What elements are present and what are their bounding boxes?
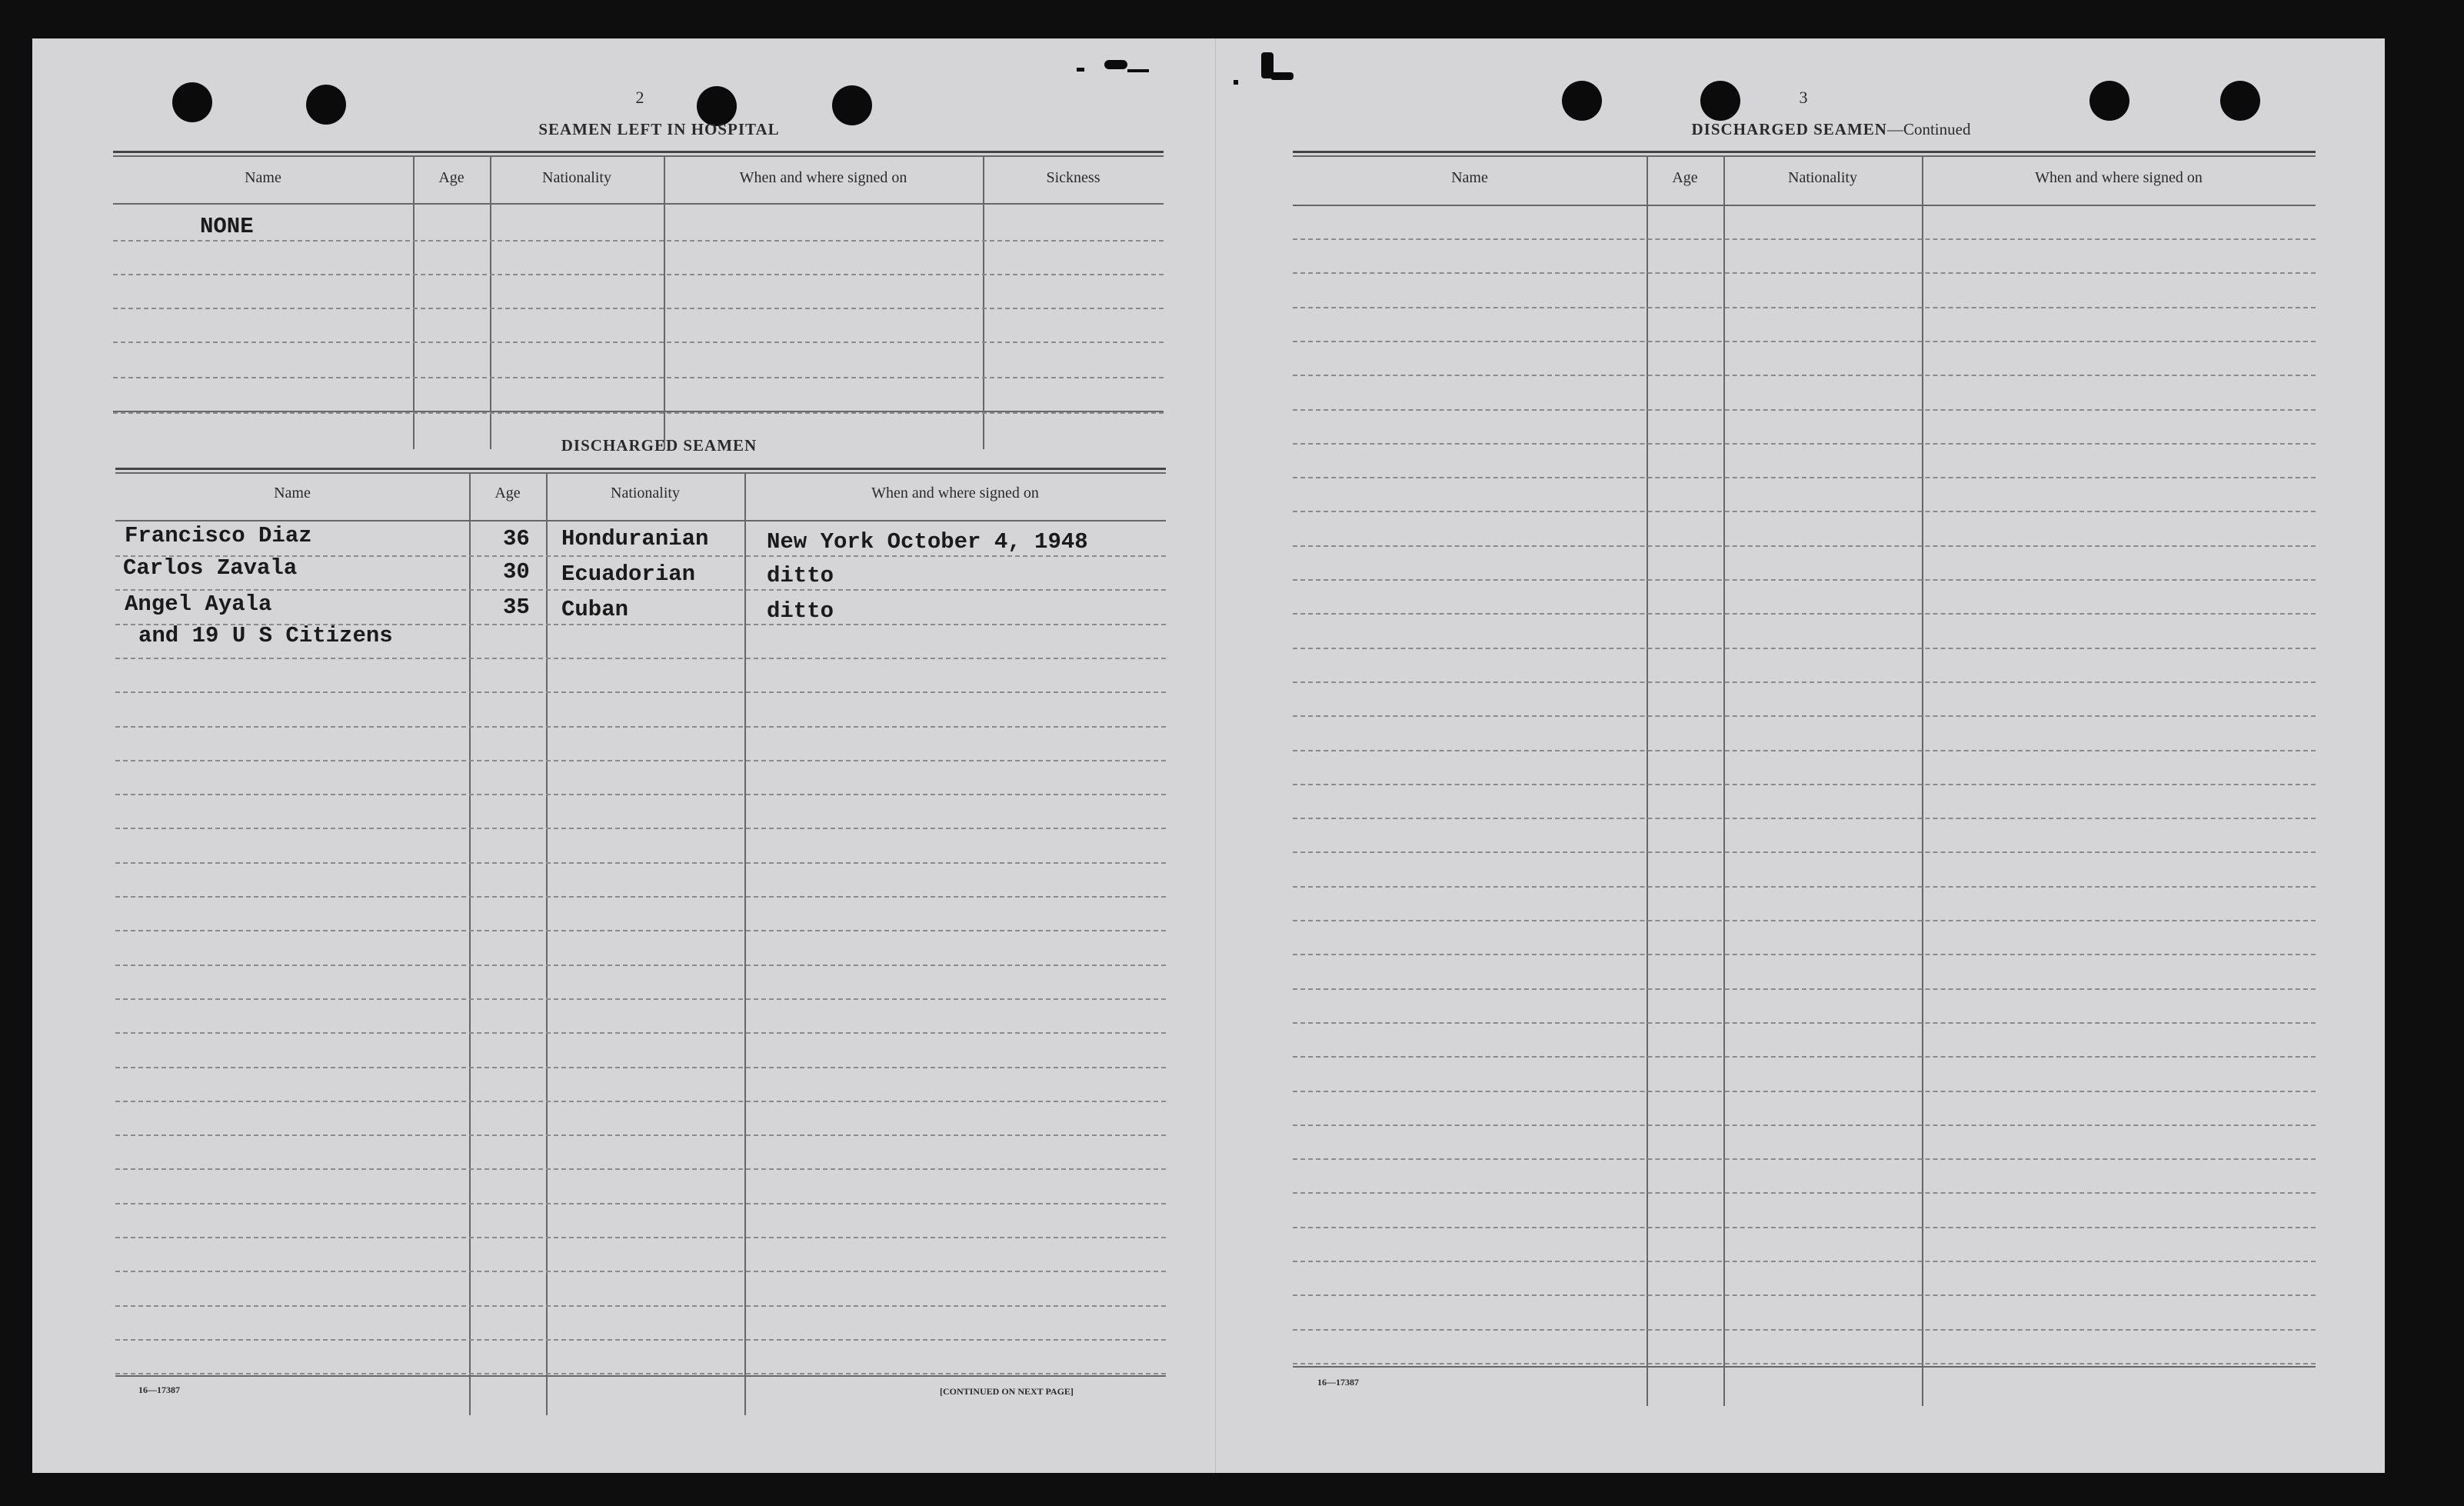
row-line [115, 1373, 1166, 1374]
row-line [115, 1271, 1166, 1272]
row-line [1293, 1022, 2316, 1024]
page-number: 2 [635, 88, 644, 107]
col-header-nationality: Nationality [611, 485, 680, 501]
column-divider [490, 155, 491, 449]
table-bottom-rule [1293, 1366, 2316, 1368]
row-line [1293, 1158, 2316, 1160]
row-line [115, 1032, 1166, 1034]
row-line [115, 726, 1166, 728]
seaman-age: 30 [503, 559, 530, 585]
hospital-section-title: SEAMEN LEFT IN HOSPITAL [538, 120, 780, 138]
row-line [1293, 409, 2316, 411]
seaman-age: 36 [503, 526, 530, 551]
ink-smudge [1077, 68, 1084, 72]
row-line [115, 794, 1166, 795]
seaman-nationality: Honduranian [561, 526, 709, 551]
row-line [1293, 681, 2316, 683]
col-header-age: Age [494, 485, 521, 501]
column-divider [744, 472, 746, 1415]
ink-smudge [1270, 72, 1294, 80]
table-top-rule [1293, 155, 2316, 157]
column-divider [1922, 155, 1923, 1406]
column-divider [1723, 155, 1725, 1406]
row-line [115, 691, 1166, 693]
table-bottom-rule [113, 411, 1164, 412]
ink-smudge [1234, 80, 1238, 85]
col-header-name: Name [245, 169, 281, 186]
row-line [1293, 579, 2316, 581]
row-line [1293, 1294, 2316, 1296]
row-line [115, 1101, 1166, 1102]
row-line [1293, 920, 2316, 921]
title-bold: DISCHARGED SEAMEN [1691, 120, 1887, 138]
row-line [113, 308, 1164, 309]
row-line [115, 1237, 1166, 1238]
row-line [113, 342, 1164, 343]
row-line [1293, 443, 2316, 445]
row-line [1293, 988, 2316, 990]
row-line [1293, 1363, 2316, 1364]
column-divider [983, 155, 984, 449]
row-line [115, 1339, 1166, 1341]
row-line [1293, 375, 2316, 376]
row-line [1293, 818, 2316, 819]
row-line [113, 240, 1164, 242]
col-header-name: Name [274, 485, 311, 501]
seaman-signed-on: New York October 4, 1948 [767, 529, 1088, 555]
row-line [1293, 477, 2316, 478]
table-top-rule [113, 155, 1164, 157]
row-line [1293, 511, 2316, 512]
column-divider [413, 155, 415, 449]
row-line [115, 998, 1166, 1000]
punch-hole [1562, 81, 1602, 121]
row-line [1293, 1192, 2316, 1194]
column-divider [469, 472, 471, 1415]
row-line [115, 658, 1166, 659]
col-header-age: Age [438, 169, 464, 186]
header-bottom-rule [113, 203, 1164, 205]
row-line [1293, 954, 2316, 955]
col-header-age: Age [1672, 169, 1698, 186]
table-top-rule [1293, 151, 2316, 153]
row-line [115, 930, 1166, 931]
discharged-section-title: DISCHARGED SEAMEN [561, 436, 758, 455]
seaman-signed-on: ditto [767, 598, 834, 624]
row-line [115, 589, 1166, 591]
row-line [115, 760, 1166, 761]
row-line [115, 1305, 1166, 1307]
row-line [1293, 750, 2316, 751]
seaman-signed-on: ditto [767, 563, 834, 588]
col-header-signed-on: When and where signed on [739, 169, 907, 186]
row-line [1293, 238, 2316, 240]
row-line [1293, 851, 2316, 853]
title-continued: —Continued [1886, 120, 1971, 138]
col-header-name: Name [1451, 169, 1488, 186]
row-line [115, 862, 1166, 864]
table-top-rule [115, 468, 1166, 470]
row-line [115, 1067, 1166, 1068]
row-line [1293, 613, 2316, 615]
row-line [1293, 886, 2316, 888]
punch-hole [306, 85, 346, 125]
page-number: 3 [1799, 88, 1808, 107]
left-page [32, 38, 1215, 1473]
table-bottom-rule [115, 1375, 1166, 1377]
column-divider [664, 155, 665, 449]
col-header-nationality: Nationality [1788, 169, 1857, 186]
discharged-continued-title [1593, 120, 2069, 139]
row-line [1293, 1125, 2316, 1126]
row-line [1293, 545, 2316, 547]
row-line [113, 412, 1164, 414]
row-line [1293, 1329, 2316, 1331]
ink-smudge [1104, 60, 1127, 69]
seaman-name: Carlos Zavala [123, 555, 298, 581]
row-line [1293, 307, 2316, 308]
row-line [115, 1168, 1166, 1170]
row-line [115, 1134, 1166, 1136]
row-line [1293, 784, 2316, 785]
row-line [115, 965, 1166, 966]
punch-hole [2220, 81, 2260, 121]
col-header-sickness: Sickness [1046, 169, 1100, 186]
row-line [1293, 1227, 2316, 1228]
row-line [1293, 341, 2316, 342]
punch-hole [2089, 81, 2129, 121]
header-bottom-rule [1293, 205, 2316, 206]
row-line [1293, 1091, 2316, 1092]
col-header-signed-on: When and where signed on [2035, 169, 2203, 186]
hospital-entry: NONE [200, 214, 254, 239]
row-line [1293, 1261, 2316, 1262]
continued-note: [CONTINUED ON NEXT PAGE] [940, 1386, 1074, 1397]
seaman-nationality: Cuban [561, 597, 629, 622]
col-header-nationality: Nationality [542, 169, 611, 186]
seaman-nationality: Ecuadorian [561, 561, 696, 587]
row-line [115, 896, 1166, 898]
table-top-rule [113, 151, 1164, 153]
form-number: 16—17387 [1317, 1377, 1359, 1388]
seaman-age: 35 [503, 595, 530, 620]
row-line [113, 377, 1164, 378]
us-citizens-note: and 19 U S Citizens [138, 623, 393, 648]
row-line [1293, 715, 2316, 717]
seaman-name: Francisco Diaz [125, 523, 312, 548]
row-line [115, 828, 1166, 829]
row-line [1293, 272, 2316, 274]
col-header-signed-on: When and where signed on [871, 485, 1039, 501]
row-line [113, 274, 1164, 275]
punch-hole [1700, 81, 1740, 121]
form-number: 16—17387 [138, 1384, 180, 1395]
row-line [1293, 1056, 2316, 1058]
seaman-name: Angel Ayala [125, 591, 272, 617]
row-line [1293, 648, 2316, 649]
ink-smudge [1127, 69, 1149, 72]
column-divider [546, 472, 548, 1415]
punch-hole [172, 82, 212, 122]
header-bottom-rule [115, 520, 1166, 521]
right-page [1215, 38, 2385, 1473]
column-divider [1647, 155, 1648, 1406]
row-line [115, 1203, 1166, 1204]
table-top-rule [115, 472, 1166, 474]
